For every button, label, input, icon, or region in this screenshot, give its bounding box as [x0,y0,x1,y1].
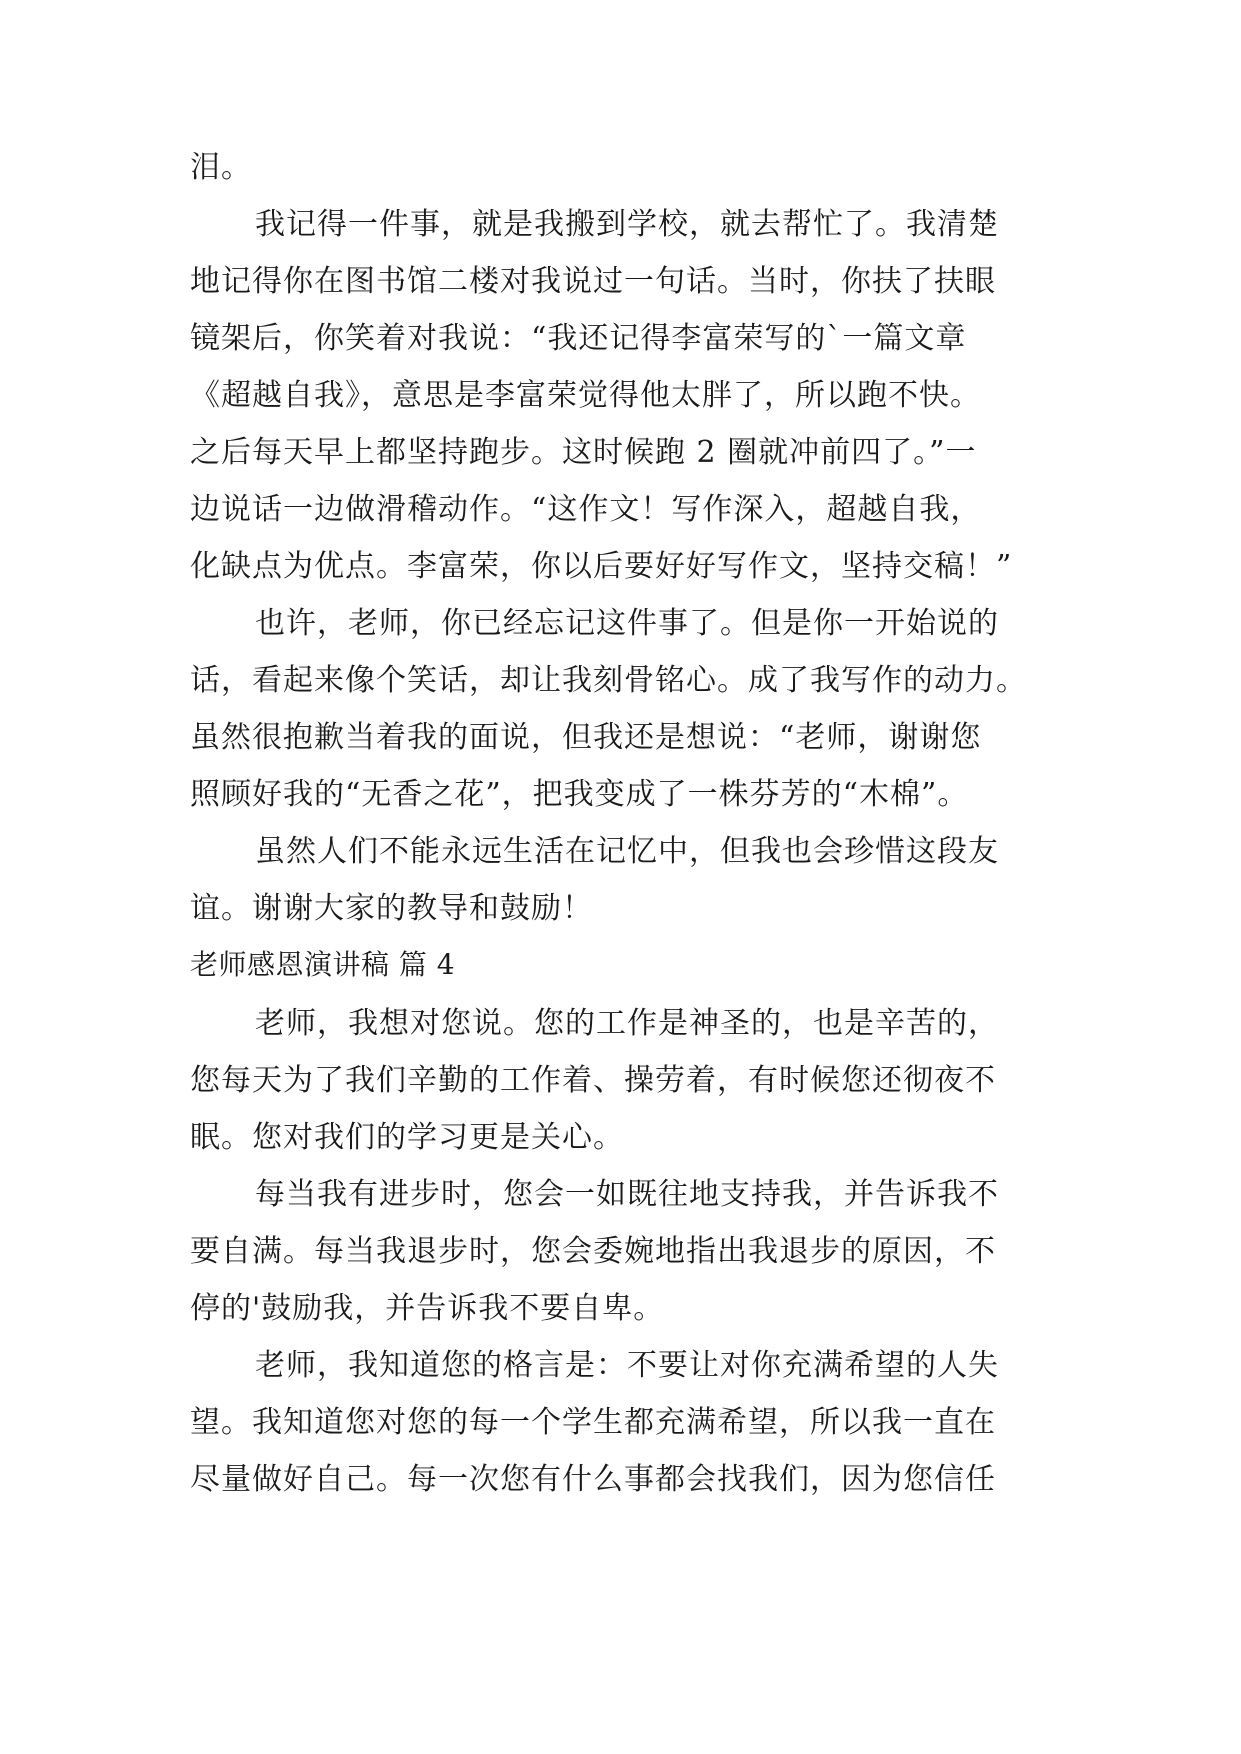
paragraph-line: 地记得你在图书馆二楼对我说过一句话。当时，你扶了扶眼 [190,264,996,299]
paragraph-line: 老师，我知道您的格言是：不要让对你充满希望的人失 [255,1348,999,1383]
paragraph-line: 尽量做好自己。每一次您有什么事都会找我们，因为您信任 [190,1462,996,1497]
paragraph-line: 谊。谢谢大家的教导和鼓励！ [190,891,593,926]
paragraph-line: 镜架后，你笑着对我说：“我还记得李富荣写的`一篇文章 [190,321,967,356]
paragraph-line: 您每天为了我们辛勤的工作着、操劳着，有时候您还彻夜不 [190,1063,996,1098]
paragraph-line: 每当我有进步时，您会一如既往地支持我，并告诉我不 [255,1177,999,1212]
paragraph-line: 停的'鼓励我，并告诉我不要自卑。 [190,1291,665,1326]
paragraph-line: 老师，我想对您说。您的工作是神圣的，也是辛苦的， [255,1006,999,1041]
paragraph-line: 要自满。每当我退步时，您会委婉地指出我退步的原因，不 [190,1234,996,1269]
paragraph-line: 虽然人们不能永远生活在记忆中，但我也会珍惜这段友 [255,834,999,869]
paragraph-line: 我记得一件事，就是我搬到学校，就去帮忙了。我清楚 [255,207,999,242]
paragraph-line: 《超越自我》，意思是李富荣觉得他太胖了，所以跑不快。 [190,378,981,413]
paragraph-line: 话，看起来像个笑话，却让我刻骨铭心。成了我写作的动力。 [190,663,1027,698]
paragraph-line: 照顾好我的“无香之花”，把我变成了一株芬芳的“木棉”。 [190,777,969,812]
paragraph-line: 化缺点为优点。李富荣，你以后要好好写作文，坚持交稿！” [190,549,1013,584]
paragraph-line: 边说话一边做滑稽动作。“这作文！写作深入，超越自我， [190,492,982,527]
paragraph-line: 泪。 [190,150,252,185]
paragraph-line: 眠。您对我们的学习更是关心。 [190,1120,624,1155]
section-heading: 老师感恩演讲稿 篇 4 [190,948,456,981]
paragraph-line: 望。我知道您对您的每一个学生都充满希望，所以我一直在 [190,1405,996,1440]
paragraph-line: 虽然很抱歉当着我的面说，但我还是想说：“老师，谢谢您 [190,720,982,755]
paragraph-line: 之后每天早上都坚持跑步。这时候跑 2 圈就冲前四了。”一 [190,435,977,470]
paragraph-line: 也许，老师，你已经忘记这件事了。但是你一开始说的 [255,606,999,641]
